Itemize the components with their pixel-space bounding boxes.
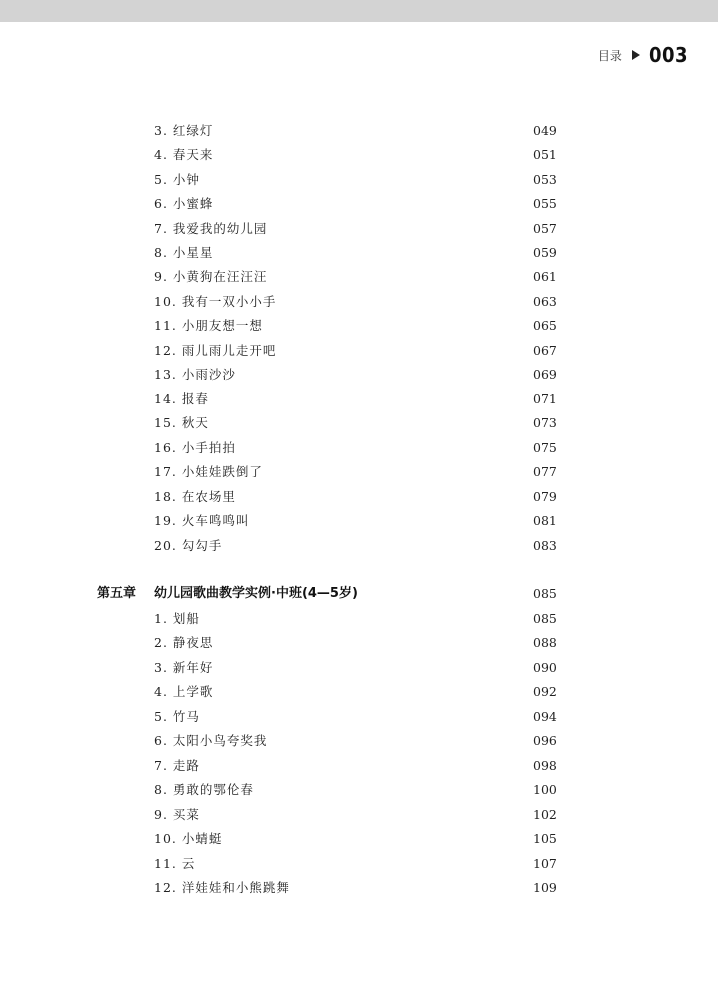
- toc-entry-title: 16. 小手拍拍: [154, 440, 236, 455]
- toc-entry-page: 100: [533, 782, 557, 797]
- toc-entry-page: 096: [533, 733, 557, 748]
- toc-entry-title: 11. 小朋友想一想: [154, 318, 263, 333]
- toc-entry[interactable]: [0, 342, 718, 360]
- toc-entry-title: 9. 小黄狗在汪汪汪: [154, 269, 268, 284]
- toc-entry-page: 061: [533, 269, 557, 284]
- toc-entry-title: 20. 勾勾手: [154, 538, 223, 553]
- toc-entry-page: 090: [533, 660, 557, 675]
- toc-entry-title: 11. 云: [154, 856, 196, 871]
- toc-entry-page: 053: [533, 172, 557, 187]
- toc-entry-page: 063: [533, 294, 557, 309]
- toc-entry-page: 067: [533, 343, 557, 358]
- toc-entry[interactable]: [0, 537, 718, 555]
- toc-entry-title: 10. 我有一双小小手: [154, 294, 277, 309]
- toc-entry-title: 5. 小钟: [154, 172, 200, 187]
- running-head: [598, 42, 688, 68]
- toc-entry-page: 088: [533, 635, 557, 650]
- toc-entry-page: 069: [533, 367, 557, 382]
- toc-entry[interactable]: [0, 634, 718, 652]
- toc-entry-title: 6. 小蜜蜂: [154, 196, 214, 211]
- toc-entry-title: 19. 火车鸣鸣叫: [154, 513, 250, 528]
- toc-entry-title: 3. 新年好: [154, 660, 214, 675]
- toc-entry-page: 059: [533, 245, 557, 260]
- toc-entry[interactable]: [0, 659, 718, 677]
- toc-entry-title: 4. 春天来: [154, 147, 214, 162]
- toc-entry-title: 12. 洋娃娃和小熊跳舞: [154, 880, 290, 895]
- toc-entry-page: 071: [533, 391, 557, 406]
- toc-entry[interactable]: [0, 463, 718, 481]
- toc-entry[interactable]: [0, 439, 718, 457]
- chapter-heading[interactable]: [0, 585, 718, 603]
- toc-entry-title: 12. 雨儿雨儿走开吧: [154, 343, 277, 358]
- toc-entry[interactable]: [0, 390, 718, 408]
- toc-entry[interactable]: [0, 830, 718, 848]
- toc-entry-title: 1. 划船: [154, 611, 200, 626]
- toc-entry-page: 079: [533, 489, 557, 504]
- toc-entry-page: 081: [533, 513, 557, 528]
- chapter-label: 第五章: [97, 586, 137, 601]
- toc-entry[interactable]: [0, 488, 718, 506]
- toc-entry-title: 8. 小星星: [154, 245, 214, 260]
- toc-entry-title: 4. 上学歌: [154, 684, 214, 699]
- chapter-title: 幼儿园歌曲教学实例·中班(4—5岁): [154, 586, 358, 601]
- toc-entry-page: 098: [533, 758, 557, 773]
- toc-entry-page: 057: [533, 221, 557, 236]
- toc-entry-page: 109: [533, 880, 557, 895]
- toc-entry-page: 055: [533, 196, 557, 211]
- toc-entry[interactable]: [0, 708, 718, 726]
- toc-entry-page: 051: [533, 147, 557, 162]
- toc-entry[interactable]: [0, 244, 718, 262]
- toc-entry-title: 17. 小娃娃跌倒了: [154, 464, 263, 479]
- toc-entry-page: 092: [533, 684, 557, 699]
- toc-entry-title: 18. 在农场里: [154, 489, 236, 504]
- toc-entry[interactable]: [0, 268, 718, 286]
- toc-entry-title: 6. 太阳小鸟夸奖我: [154, 733, 268, 748]
- toc-entry-page: 073: [533, 415, 557, 430]
- toc-entry-page: 083: [533, 538, 557, 553]
- page-number: 003: [648, 43, 688, 67]
- toc-entry[interactable]: [0, 195, 718, 213]
- toc-entry-page: 049: [533, 123, 557, 138]
- toc-entry[interactable]: [0, 122, 718, 140]
- toc-entry[interactable]: [0, 366, 718, 384]
- top-gray-band: [0, 0, 718, 22]
- toc-entry[interactable]: [0, 414, 718, 432]
- chapter-page: 085: [533, 586, 557, 601]
- toc-entry[interactable]: [0, 855, 718, 873]
- toc-entry[interactable]: [0, 512, 718, 530]
- toc-entry[interactable]: [0, 879, 718, 897]
- toc-entry-title: 7. 我爱我的幼儿园: [154, 221, 268, 236]
- toc-entry[interactable]: [0, 220, 718, 238]
- toc-entry-page: 075: [533, 440, 557, 455]
- toc-entry-title: 7. 走路: [154, 758, 200, 773]
- toc-entry-page: 065: [533, 318, 557, 333]
- toc-entry[interactable]: [0, 757, 718, 775]
- toc-entry-title: 5. 竹马: [154, 709, 200, 724]
- toc-entry[interactable]: [0, 732, 718, 750]
- toc-entry-page: 102: [533, 807, 557, 822]
- play-triangle-icon: [632, 50, 640, 60]
- toc-entry-title: 9. 买菜: [154, 807, 200, 822]
- toc-entry[interactable]: [0, 781, 718, 799]
- toc-entry-title: 8. 勇敢的鄂伦春: [154, 782, 254, 797]
- toc-entry-title: 14. 报春: [154, 391, 209, 406]
- toc-entry[interactable]: [0, 683, 718, 701]
- toc-entry-page: 077: [533, 464, 557, 479]
- toc-entry[interactable]: [0, 293, 718, 311]
- toc-entry-title: 13. 小雨沙沙: [154, 367, 236, 382]
- toc-entry-page: 107: [533, 856, 557, 871]
- toc-entry[interactable]: [0, 317, 718, 335]
- toc-entry[interactable]: [0, 171, 718, 189]
- toc-entry[interactable]: [0, 806, 718, 824]
- toc-entry-title: 10. 小蜻蜓: [154, 831, 223, 846]
- toc-entry[interactable]: [0, 146, 718, 164]
- toc-entry-title: 2. 静夜思: [154, 635, 214, 650]
- toc-entry-page: 094: [533, 709, 557, 724]
- toc-entry-title: 15. 秋天: [154, 415, 209, 430]
- running-head-label: 目录: [597, 48, 622, 63]
- toc-entry-page: 085: [533, 611, 557, 626]
- toc-entry-page: 105: [533, 831, 557, 846]
- toc-entry-title: 3. 红绿灯: [154, 123, 214, 138]
- toc-entry[interactable]: [0, 610, 718, 628]
